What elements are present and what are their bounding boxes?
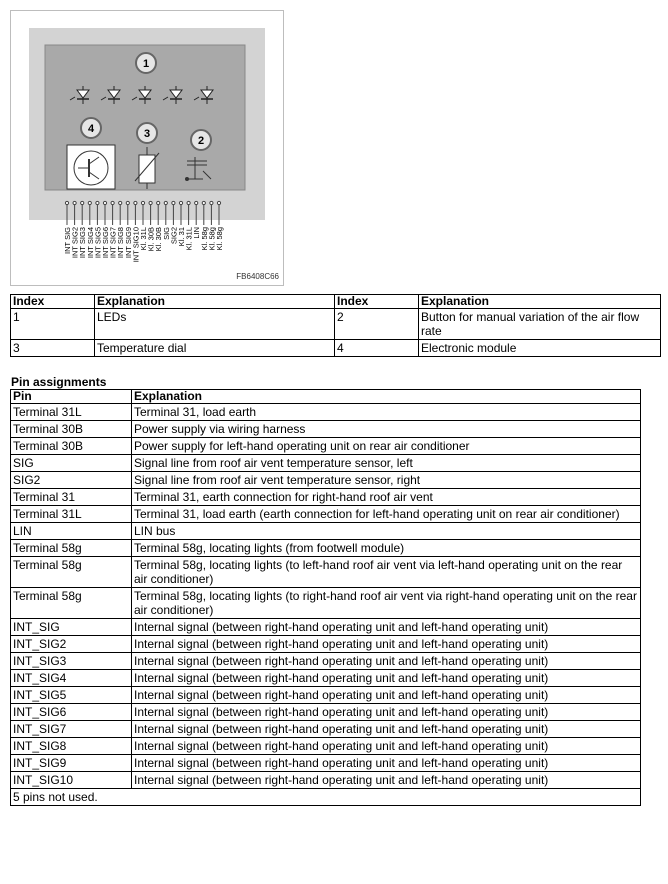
pin-label: Kl. 30B <box>154 227 164 252</box>
explanation-cell: Terminal 58g, locating lights (to left-hand roof air vent via left-hand operating unit on the rear air conditioner) <box>132 557 641 588</box>
pin-cell: Terminal 58g <box>11 557 132 588</box>
explanation-cell: Terminal 31, load earth (earth connection for left-hand operating unit on rear air conditioner) <box>132 506 641 523</box>
pin-row <box>11 489 641 506</box>
explanation-cell: LIN bus <box>132 523 641 540</box>
pin-label: INT SIG9 <box>123 227 133 259</box>
connector-pin-head <box>164 201 167 204</box>
index-table-row <box>11 309 661 340</box>
operating-unit-diagram <box>11 11 285 287</box>
pin-cell: SIG <box>11 455 132 472</box>
pin-row <box>11 455 641 472</box>
pins-table-footer <box>11 789 641 806</box>
connector-pin-head <box>179 201 182 204</box>
pin-label: LIN <box>192 227 202 239</box>
explanation-cell: Internal signal (between right-hand operating unit and left-hand operating unit) <box>132 619 641 636</box>
index-cell: 4 <box>335 340 419 357</box>
pin-label: INT SIG6 <box>101 227 110 259</box>
pin-row <box>11 438 641 455</box>
explanation-cell: Power supply for left-hand operating unit on rear air conditioner <box>132 438 641 455</box>
pin-cell: SIG2 <box>11 472 132 489</box>
pin-row <box>11 506 641 523</box>
explanation-cell: Electronic module <box>419 340 661 357</box>
pin-cell: INT_SIG8 <box>11 738 132 755</box>
index-cell: 3 <box>11 340 95 357</box>
header-explanation: Explanation <box>95 295 335 309</box>
connector-pin-head <box>111 201 114 204</box>
connector-pin-head <box>202 201 205 204</box>
pin-row <box>11 421 641 438</box>
index-table-row <box>11 340 661 357</box>
pin-label: INT SIG10 <box>131 227 141 263</box>
header-index: Index <box>11 295 95 309</box>
connector-pin-head <box>195 201 198 204</box>
pin-label: INT SIG3 <box>78 227 88 259</box>
pin-assignments-title: Pin assignments <box>11 375 107 389</box>
pin-cell: INT_SIG5 <box>11 687 132 704</box>
pin-row <box>11 772 641 789</box>
pin-cell: INT_SIG7 <box>11 721 132 738</box>
explanation-cell: Internal signal (between right-hand operating unit and left-hand operating unit) <box>132 721 641 738</box>
header-explanation: Explanation <box>419 295 661 309</box>
connector-pin-head <box>217 201 220 204</box>
header-pin: Pin <box>11 390 132 404</box>
connector-pin-head <box>103 201 106 204</box>
header-index: Index <box>335 295 419 309</box>
explanation-cell: Internal signal (between right-hand operating unit and left-hand operating unit) <box>132 772 641 789</box>
pin-cell: LIN <box>11 523 132 540</box>
pin-cell: Terminal 31L <box>11 506 132 523</box>
pin-label: Kl. 30B <box>146 227 156 252</box>
index-cell: 2 <box>335 309 419 340</box>
pin-cell: INT_SIG6 <box>11 704 132 721</box>
pin-row <box>11 540 641 557</box>
explanation-cell: Internal signal (between right-hand operating unit and left-hand operating unit) <box>132 670 641 687</box>
pin-label: INT SIG <box>63 227 72 254</box>
connector-pin-head <box>187 201 190 204</box>
pin-assignments-table <box>10 389 641 806</box>
pin-row <box>11 653 641 670</box>
explanation-cell: Internal signal (between right-hand operating unit and left-hand operating unit) <box>132 704 641 721</box>
pin-label-group <box>63 227 224 262</box>
explanation-cell: Button for manual variation of the air flow rate <box>419 309 661 340</box>
pin-label: Kl. 58g <box>199 227 209 251</box>
pin-label: SIG <box>161 227 171 240</box>
connector-pin-head <box>141 201 144 204</box>
explanation-cell: Internal signal (between right-hand operating unit and left-hand operating unit) <box>132 755 641 772</box>
connector-pin-head <box>157 201 160 204</box>
pin-cell: Terminal 31L <box>11 404 132 421</box>
pin-label: INT SIG4 <box>85 227 95 259</box>
pin-label: Kl. 31L <box>139 227 148 251</box>
svg-text:3: 3 <box>143 128 151 140</box>
explanation-cell: LEDs <box>95 309 335 340</box>
electronic-module-symbol <box>67 145 115 189</box>
explanation-cell: Signal line from roof air vent temperature sensor, right <box>132 472 641 489</box>
explanation-cell: Terminal 31, load earth <box>132 404 641 421</box>
callout-3 <box>137 123 157 143</box>
connector-pin-head <box>210 201 213 204</box>
pin-row <box>11 636 641 653</box>
pin-label: Kl. 31 <box>177 227 186 247</box>
callout-2 <box>191 130 211 150</box>
pin-row <box>11 588 641 619</box>
explanation-cell: Terminal 58g, locating lights (to right-hand roof air vent via right-hand operating unit on the rear air conditioner) <box>132 588 641 619</box>
pin-label: INT SIG2 <box>70 227 80 259</box>
index-table-header <box>11 295 661 309</box>
callout-1 <box>136 53 156 73</box>
explanation-cell: Internal signal (between right-hand operating unit and left-hand operating unit) <box>132 636 641 653</box>
explanation-cell: Temperature dial <box>95 340 335 357</box>
connector-pin-head <box>88 201 91 204</box>
explanation-cell: Terminal 58g, locating lights (from footwell module) <box>132 540 641 557</box>
connector-pin-head <box>149 201 152 204</box>
explanation-cell: Terminal 31, earth connection for right-hand roof air vent <box>132 489 641 506</box>
pin-cell: INT_SIG <box>11 619 132 636</box>
pin-row <box>11 404 641 421</box>
pin-row <box>11 738 641 755</box>
header-explanation: Explanation <box>132 390 641 404</box>
connector-pin-head <box>73 201 76 204</box>
pin-label: INT SIG5 <box>93 227 103 259</box>
pin-cell: INT_SIG2 <box>11 636 132 653</box>
index-table <box>10 294 661 357</box>
explanation-cell: Internal signal (between right-hand operating unit and left-hand operating unit) <box>132 738 641 755</box>
explanation-cell: Internal signal (between right-hand operating unit and left-hand operating unit) <box>132 687 641 704</box>
pin-label: Kl. 31L <box>184 227 194 251</box>
pin-cell: Terminal 30B <box>11 438 132 455</box>
pin-row <box>11 523 641 540</box>
pins-table-header <box>11 390 641 404</box>
pin-label: INT SIG8 <box>116 227 126 259</box>
pin-cell: Terminal 58g <box>11 540 132 557</box>
connector-pin-head <box>81 201 84 204</box>
explanation-cell: Signal line from roof air vent temperature sensor, left <box>132 455 641 472</box>
pin-label: INT SIG7 <box>108 227 118 259</box>
wiring-diagram-figure <box>10 10 284 286</box>
pin-cell: INT_SIG9 <box>11 755 132 772</box>
connector-pin-head <box>126 201 129 204</box>
pin-row <box>11 619 641 636</box>
connector-pin-head <box>96 201 99 204</box>
pin-label: Kl. 58g <box>207 227 217 251</box>
pin-cell: INT_SIG10 <box>11 772 132 789</box>
pin-cell: INT_SIG3 <box>11 653 132 670</box>
pin-cell: INT_SIG4 <box>11 670 132 687</box>
svg-text:1: 1 <box>142 58 150 70</box>
pin-row <box>11 721 641 738</box>
connector-pin-head <box>172 201 175 204</box>
pin-row <box>11 704 641 721</box>
connector-pin-head <box>65 201 68 204</box>
index-cell: 1 <box>11 309 95 340</box>
pin-cell: Terminal 30B <box>11 421 132 438</box>
pin-label: Kl. 58g <box>215 227 224 251</box>
connector-pin-head <box>119 201 122 204</box>
explanation-cell: Internal signal (between right-hand operating unit and left-hand operating unit) <box>132 653 641 670</box>
pin-row <box>11 670 641 687</box>
callout-4 <box>81 118 101 138</box>
svg-text:2: 2 <box>197 135 205 147</box>
pin-row <box>11 687 641 704</box>
pin-row <box>11 755 641 772</box>
explanation-cell: Power supply via wiring harness <box>132 421 641 438</box>
figure-code: FB6408C66 <box>236 272 279 281</box>
connector-pin-head <box>134 201 137 204</box>
pin-label: SIG2 <box>169 227 179 245</box>
pin-cell: Terminal 31 <box>11 489 132 506</box>
pin-cell: Terminal 58g <box>11 588 132 619</box>
unused-pins-note: 5 pins not used. <box>11 789 641 806</box>
pin-row <box>11 557 641 588</box>
pin-row <box>11 472 641 489</box>
svg-text:4: 4 <box>87 123 95 135</box>
